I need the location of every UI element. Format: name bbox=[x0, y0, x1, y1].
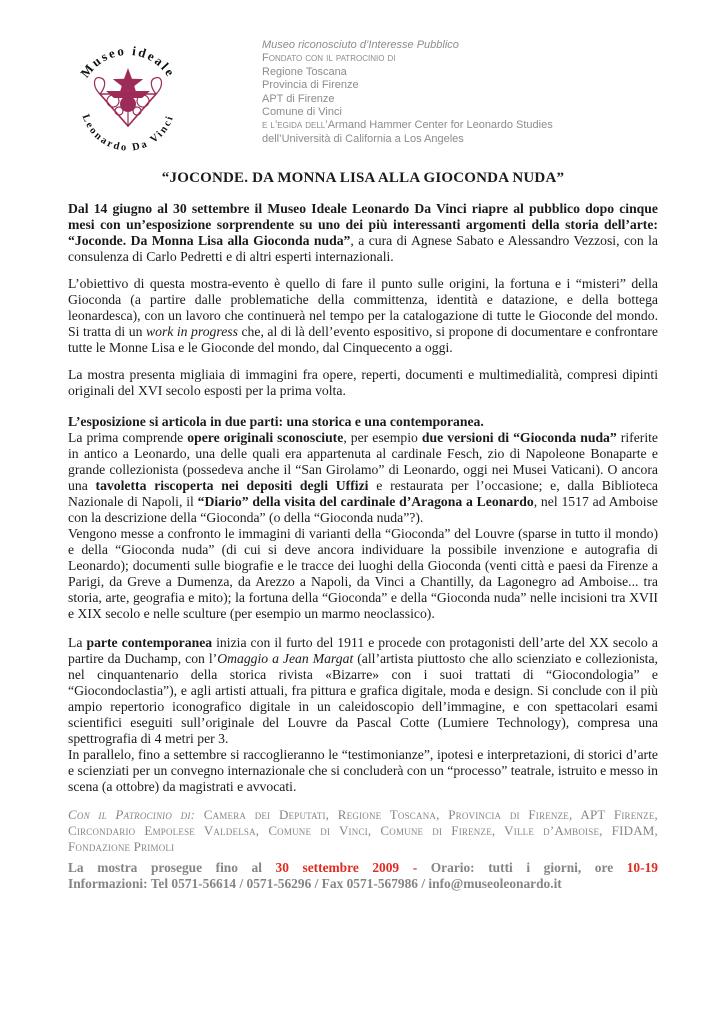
footer-patronage: Con il Patrocinio di: Camera dei Deputati, Regione Toscana, Provincia di Firenze, APT Firenze, Circondario Empolese Valdelsa, Comune di Vinci, Comune di Firenze, Ville d’Amboise, FIDAM, Fondazione Primoli bbox=[68, 807, 658, 855]
patronage-line-university: dell’Università di California a Los Angeles bbox=[262, 132, 464, 145]
patronage-line-regione-toscana: Regione Toscana bbox=[262, 65, 347, 78]
patronage-line-recognition: Museo riconosciuto d’Interesse Pubblico bbox=[262, 39, 459, 51]
letterhead-patronage bbox=[262, 36, 553, 146]
patronage-line-provincia-firenze: Provincia di Firenze bbox=[262, 79, 359, 92]
logo-emblem bbox=[94, 68, 161, 126]
paragraph-historical-part: La prima comprende opere originali sconosciute, per esempio due versioni di “Gioconda nuda” riferite in antico a Leonardo, una delle quali era appartenuta al cardinale Fesch, zio di Napoleone Bonaparte e grande collezionista (possedeva anche il “San Girolamo” di Leonardo, oggi nei Musei Vaticani). O ancora una tavoletta riscoperta nei depositi degli Uffizi e restaurata per l’occasione; e, dalla Biblioteca Nazionale di Napoli, il “Diario” della visita del cardinale d’Aragona a Leonardo, nel 1517 ad Amboise con la descrizione della “Gioconda” (o della “Gioconda nuda”?). bbox=[68, 430, 659, 525]
patronage-line-comune-vinci: Comune di Vinci bbox=[262, 106, 342, 119]
patronage-line-founded: Fondato con il patrocinio di bbox=[262, 52, 396, 65]
paragraph-comparisons: Vengono messe a confronto le immagini di varianti della “Gioconda” del Louvre (sparse in tutto il mondo) e della “Gioconda nuda” (di cui si deve ancora individuare la possibile invenzione e autografia di Leonardo); documenti sulle biografie e le tracce dei luoghi della Gioconda (venti città e paesi da Firenze a Parigi, da Greve a Dumenza, da Arezzo a Napoli, da Vinci a Chantilly, da Lagonegro ad Amboise... tra storia, arte, geografia e mito); la fortuna della “Gioconda” e della “Gioconda nuda” nelle incisioni tra XVII e XIX secolo e nelle sculture (per esempio un marmo neoclassico). bbox=[68, 526, 658, 621]
footer-contacts: Informazioni: Tel 0571-56614 / 0571-56296 / Fax 0571-567986 / info@museoleonardo.it bbox=[68, 875, 562, 891]
footer-schedule: La mostra prosegue fino al 30 settembre 2009 - Orario: tutti i giorni, ore 10-19 bbox=[68, 859, 658, 875]
document-body bbox=[68, 201, 658, 795]
section-heading-two-parts: L’esposizione si articola in due parti: una storica e una contemporanea. bbox=[68, 414, 484, 429]
patronage-line-apt-firenze: APT di Firenze bbox=[262, 92, 335, 105]
paragraph-exhibit-scale: La mostra presenta migliaia di immagini fra opere, reperti, documenti e multimedialità, compresi dipinti originali del XVI secolo esposti per la prima volta. bbox=[68, 367, 658, 398]
patronage-line-armand-hammer: e l’egida dell’Armand Hammer Center for Leonardo Studies bbox=[262, 119, 553, 132]
museum-logo-icon bbox=[68, 34, 188, 154]
document-footer bbox=[68, 807, 658, 892]
logo-arc-top-text: Museo ideale bbox=[77, 42, 179, 81]
museum-logo bbox=[68, 34, 188, 154]
paragraph-contemporary-part: La parte contemporanea inizia con il furto del 1911 e procede con protagonisti dell’arte del XX secolo a partire da Duchamp, con l’Omaggio a Jean Margat (all’artista piuttosto che allo scienziato e collezionista, nel cinquantenario della storica rivista «Bizarre» con i suoi trattati di “Giocondologia” e “Giocondoclastia”), e agli artisti attuali, fra pittura e grafica digitale, moda e design. Si conclude con il più ampio repertorio iconografico digitale in un caleidoscopio dell’immagine, e con spettacolari esami scientifici eseguiti sull’originale del Louvre da Pascal Cotte (Lumiere Technology), compresa una spettrografia di 4 metri per 3. bbox=[68, 635, 658, 746]
document-title: “JOCONDE. DA MONNA LISA ALLA GIOCONDA NUDA” bbox=[161, 170, 565, 186]
letterhead bbox=[68, 36, 658, 152]
paragraph-objective: L’obiettivo di questa mostra-evento è quello di fare il punto sulle origini, la fortuna e i “misteri” della Gioconda (a partire dalle problematiche della committenza, identità e datazione, e della bottega leonardesca), con un lavoro che continuerà nel tempo per la catalogazione di tutte le Gioconde del mondo. Si tratta di un work in progress che, al di là dell’evento espositivo, si propone di documentare e confrontare tutte le Monne Lisa e le Gioconde del mondo, dal Cinquecento a oggi. bbox=[68, 276, 658, 355]
logo-arc-bottom-text: Leonardo Da Vinci bbox=[79, 112, 177, 154]
paragraph-intro: Dal 14 giugno al 30 settembre il Museo Ideale Leonardo Da Vinci riapre al pubblico dopo cinque mesi con un’esposizione sorprendente su uno dei più interessanti argomenti della storia dell’arte: “Joconde. Da Monna Lisa alla Gioconda nuda”, a cura di Agnese Sabato e Alessandro Vezzosi, con la consulenza di Carlo Pedretti e di altri esperti internazionali. bbox=[68, 201, 658, 264]
paragraph-parallel-events: In parallelo, fino a settembre si raccoglieranno le “testimonianze”, ipotesi e interpretazioni, di storici d’arte e scienziati per un convegno internazionale che si concluderà con un “processo” teatrale, istruito e messo in scena (a ottobre) da magistrati e avvocati. bbox=[68, 747, 658, 794]
